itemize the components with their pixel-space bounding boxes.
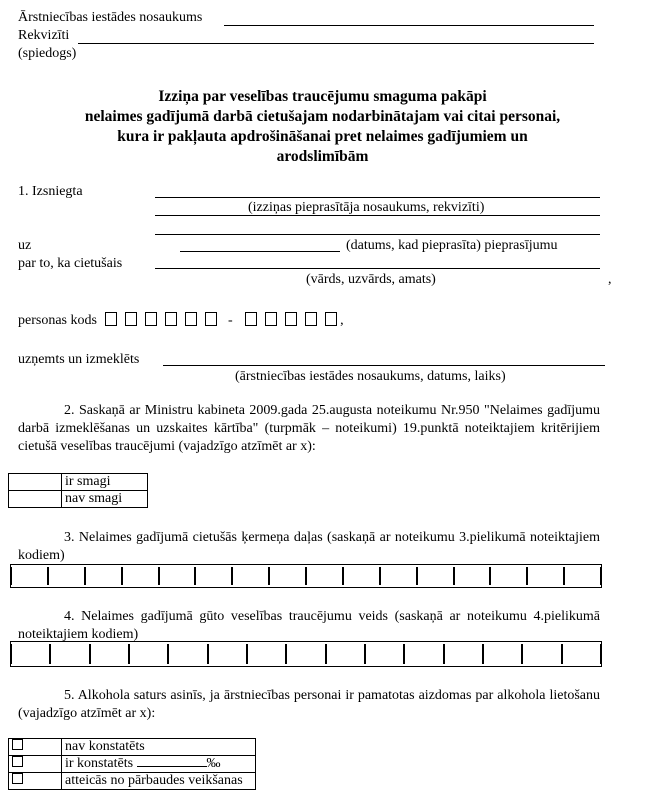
- requester-field-line-3[interactable]: [155, 234, 600, 235]
- code-cell[interactable]: [269, 567, 306, 585]
- victim-name-caption: (vārds, uzvārds, amats): [306, 272, 436, 287]
- code-cell[interactable]: [11, 567, 48, 585]
- requester-field-line-1[interactable]: [155, 197, 600, 198]
- code-cell[interactable]: [454, 567, 491, 585]
- requester-caption: (izziņas pieprasītāja nosaukums, rekvizīti): [248, 200, 485, 215]
- severity-options-table: [8, 473, 148, 508]
- alcohol-checkbox-cell[interactable]: [9, 756, 62, 773]
- victim-name-comma: ,: [608, 272, 612, 287]
- code-digit-box[interactable]: [125, 312, 137, 326]
- code-cell[interactable]: [380, 567, 417, 585]
- severity-mark-cell[interactable]: [9, 474, 62, 491]
- code-cell[interactable]: [286, 644, 325, 664]
- institution-name-field[interactable]: [224, 25, 594, 26]
- code-cell[interactable]: [48, 567, 85, 585]
- code-digit-box[interactable]: [105, 312, 117, 326]
- code-cell[interactable]: [195, 567, 232, 585]
- alcohol-option-label: nav konstatēts: [62, 739, 256, 756]
- permille-sign: ‰: [206, 756, 221, 771]
- code-dash: -: [227, 313, 233, 328]
- code-cell[interactable]: [168, 644, 207, 664]
- code-digit-box[interactable]: [205, 312, 217, 326]
- personal-code-label: personas kods: [18, 313, 97, 328]
- code-cell[interactable]: [444, 644, 483, 664]
- personal-code-row: [18, 312, 344, 329]
- code-cell[interactable]: [232, 567, 269, 585]
- code-digit-box[interactable]: [305, 312, 317, 326]
- issued-label: 1. Izsniegta: [18, 184, 83, 199]
- details-label: Rekvizīti: [18, 28, 70, 43]
- section-5-text: 5. Alkohola saturs asinīs, ja ārstniecības personai ir pamatotas aizdomas par alkohola lietošanu (vajadzīgo atzīmēt ar x):: [18, 688, 600, 721]
- code-cell[interactable]: [122, 567, 159, 585]
- section-4-text: 4. Nelaimes gadījumā gūto veselības traucējumu veids (saskaņā ar noteikumu 4.pielikumā noteiktajiem kodiem): [18, 609, 600, 642]
- on-label: uz: [18, 238, 32, 253]
- request-caption: (datums, kad pieprasīta) pieprasījumu: [346, 238, 558, 253]
- code-digit-box[interactable]: [285, 312, 297, 326]
- document-title-line-4: arodslimībām: [276, 148, 369, 165]
- code-cell[interactable]: [326, 644, 365, 664]
- admitted-caption: (ārstniecības iestādes nosaukums, datums, laiks): [235, 369, 506, 384]
- institution-name-label: Ārstniecības iestādes nosaukums: [18, 10, 203, 25]
- checkbox-icon[interactable]: [12, 773, 23, 784]
- injury-type-codes-grid: [10, 641, 602, 667]
- code-cell[interactable]: [306, 567, 343, 585]
- severity-option-label: ir smagi: [62, 474, 148, 491]
- request-date-field[interactable]: [180, 251, 340, 252]
- code-cell[interactable]: [50, 644, 89, 664]
- alcohol-option-label: atteicās no pārbaudes veikšanas: [62, 773, 256, 790]
- code-digit-box[interactable]: [325, 312, 337, 326]
- document-title-line-2: nelaimes gadījumā darbā cietušajam nodarbinātajam vai citai personai,: [84, 108, 561, 125]
- severity-option-label: nav smagi: [62, 491, 148, 508]
- checkbox-icon[interactable]: [12, 739, 23, 750]
- document-title-line-1: Izziņa par veselības traucējumu smaguma pakāpi: [158, 88, 487, 105]
- code-cell[interactable]: [564, 567, 601, 585]
- checkbox-icon[interactable]: [12, 756, 23, 767]
- alcohol-amount-field[interactable]: [137, 756, 207, 767]
- code-cell[interactable]: [247, 644, 286, 664]
- admitted-field[interactable]: [163, 365, 605, 366]
- code-cell[interactable]: [490, 567, 527, 585]
- section-2-text: 2. Saskaņā ar Ministru kabineta 2009.gada 25.augusta noteikumu Nr.950 "Nelaimes gadījumu darbā izmeklēšanas un uzskaites kārtība" (turpmāk – noteikumi) 19.punktā noteiktajiem kritērijiem cietušā veselības traucējumi (vajadzīgo atzīmēt ar x):: [18, 403, 600, 454]
- section-3-text: 3. Nelaimes gadījumā cietušās ķermeņa daļas (saskaņā ar noteikumu 3.pielikumā noteiktajiem kodiem): [18, 530, 600, 563]
- document-title-line-3: kura ir pakļauta apdrošināšanai pret nelaimes gadījumiem un: [117, 128, 528, 145]
- alcohol-checkbox-cell[interactable]: [9, 773, 62, 790]
- code-cell[interactable]: [343, 567, 380, 585]
- stamp-label: (spiedogs): [18, 46, 77, 61]
- about-label: par to, ka cietušais: [18, 256, 123, 271]
- code-cell[interactable]: [85, 567, 122, 585]
- code-cell[interactable]: [562, 644, 601, 664]
- code-digit-box[interactable]: [145, 312, 157, 326]
- body-part-codes-grid: [10, 564, 602, 588]
- code-digit-box[interactable]: [245, 312, 257, 326]
- code-digit-box[interactable]: [185, 312, 197, 326]
- alcohol-option-label: [62, 756, 256, 773]
- alcohol-option-detected-text: ir konstatēts: [65, 756, 134, 771]
- code-cell[interactable]: [208, 644, 247, 664]
- code-end-comma: ,: [340, 313, 344, 328]
- code-cell[interactable]: [365, 644, 404, 664]
- code-cell[interactable]: [90, 644, 129, 664]
- requester-field-line-2[interactable]: [155, 215, 600, 216]
- code-cell[interactable]: [417, 567, 454, 585]
- code-cell[interactable]: [129, 644, 168, 664]
- code-cell[interactable]: [159, 567, 196, 585]
- severity-mark-cell[interactable]: [9, 491, 62, 508]
- code-cell[interactable]: [522, 644, 561, 664]
- alcohol-checkbox-cell[interactable]: [9, 739, 62, 756]
- details-field[interactable]: [78, 43, 594, 44]
- code-cell[interactable]: [527, 567, 564, 585]
- code-cell[interactable]: [11, 644, 50, 664]
- alcohol-options-table: [8, 738, 256, 790]
- code-cell[interactable]: [404, 644, 443, 664]
- code-cell[interactable]: [483, 644, 522, 664]
- code-digit-box[interactable]: [165, 312, 177, 326]
- code-digit-box[interactable]: [265, 312, 277, 326]
- admitted-label: uzņemts un izmeklēts: [18, 352, 140, 367]
- victim-name-field[interactable]: [155, 268, 600, 269]
